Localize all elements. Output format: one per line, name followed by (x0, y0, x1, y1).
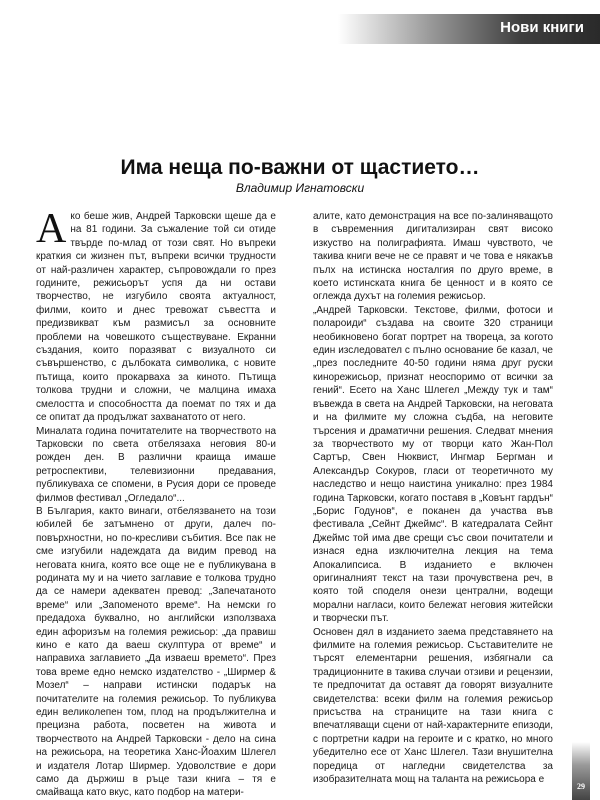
paragraph (36, 206, 276, 425)
section-label: Нови книги (500, 19, 584, 36)
article-title: Има неща по-важни от щастието… (120, 156, 480, 179)
article-column-left (36, 206, 276, 800)
page-number-bar (572, 742, 590, 800)
paragraph: Миналата година почитателите на творчеството на Тарковски по света отбелязаха неговия 80-и рожден ден. В различни краища имаше ретроспективи, телевизионни предавания, публикуваха се спомени, в Русия дори се проведе филмов фестивал „Огледало“... (36, 425, 276, 504)
article-author: Владимир Игнатовски (235, 181, 365, 195)
paragraph: Основен дял в изданието заема представянето на филмите на големия режисьор. Съставителите не търсят елементарни решения, избягнали са традиционните в такива случаи отзиви и рецензии, те предпочитат да оставят да говорят визуалните свидетелства: всеки филм на големия режисьор присъства на страниците на тази книга с впечатляващи сцени от най-характерните епизоди, с портретни кадри на героите и с кратко, но много убедително есе от Ханс Шлегел. Тази внушителна поредица от нагледни свидетелства за изобразителната мощ на таланта на режисьора е (313, 626, 553, 786)
paragraph: „Андрей Тарковски. Текстове, филми, фотоси и полароиди“ създава на своите 320 страници необикновено богат портрет на твореца, за когото един изследовател с пълно основание бе казал, че „през последните 40-50 години няма друг руски кинорежисьор, признат неоспоримо от всички за гений“. Есето на Ханс Шлегел „Между тук и там“ въвежда в света на Андрей Тарковски, на неговата и на филмите му сложна съдба, на неговите търсения и драматични решения. Следват мнения за творчеството му от творци като Жан-Пол Сартър, Свен Нюквист, Ингмар Бергман и Александър Сокуров, гласи от теоретичното му наследство и нещо наистина уникално: през 1984 година Тарковски, когато поставя в „Ковънт гардън“ „Борис Годунов“, е поканен да участва във фестивала „Сейнт Джеймс“. В катедралата Сейнт Джеймс той има две срещи със свои почитатели и изнася една изключителна лекция на тема Апокалипсиса. В изданието е включен оригиналният текст на тази прочувствена реч, в която той споделя онези централни, водещи морални нагласи, които бележат неговия житейски и творчески път. (313, 304, 553, 625)
paragraph-text: ко беше жив, Андрей Тарковски щеше да е на 81 години. За съжаление той си отиде твърде по-млад от този свят. Но въпреки краткия си жизнен път, въпреки всички трудности от най-различен характер, съпровождали го през годините, режисьорът успя да ни остави творчество, не изгубило своята актуалност, филми, които и днес тревожат съвестта и предизвикват към размисъл за основните проблеми на човешкото съществуване. Екранни създания, които поразяват с визуалното си съвършенство, с дълбоката символика, с новите пътища, които прокарваха за киното. Пътища толкова трудни и сложни, че малцина имаха смелостта и способността да поемат по тях и да се опитат да продължат захванатото от него. (36, 211, 276, 424)
article-column-right (313, 210, 553, 786)
section-header-bar (338, 14, 600, 44)
paragraph: В България, както винаги, отбелязването на този юбилей бе затъмнено от други, далеч по-повърхностни, но по-кресливи събития. Все пак не сме изгубили надеждата да видим превод на неговата книга, която все още не е публикувана в родината му и на чието заглавие е толкова трудно да се намери адекватен превод: „Запечатаното време“ или „Запоменото време“. На немски го предадоха буквално, но английски използваха един афоризъм на големия режисьор: „да правиш кино е като да ваеш скулптура от време“ и направиха заглавието „Да изваеш времето“. През това време едно немско издателство - „Ширмер & Мозел“ – направи истински подарък на почитателите на големия режисьор. То публикува един великолепен том, плод на продължителна и прецизна работа, посветен на живота и творчеството на Андрей Тарковски - дело на сина на режисьора, на теоретика Ханс-Йоахим Шлегел и издателя Лотар Ширмер. Удоволствие е дори само да държиш в ръце тази книга – тя е смайваща като вкус, като подбор на матери- (36, 505, 276, 799)
paragraph: алите, като демонстрация на все по-залиняващото в съвременния дигитализиран свят високо изкуство на полиграфията. Имаш чувството, че такива книги вече не се правят и че това е някакъв пълх на истинска носталгия по друго време, в което истинската книга бе ценност и в която се оглежда духът на големия режисьор. (313, 211, 553, 303)
drop-cap: А (36, 206, 67, 252)
page-number: 29 (577, 782, 585, 791)
